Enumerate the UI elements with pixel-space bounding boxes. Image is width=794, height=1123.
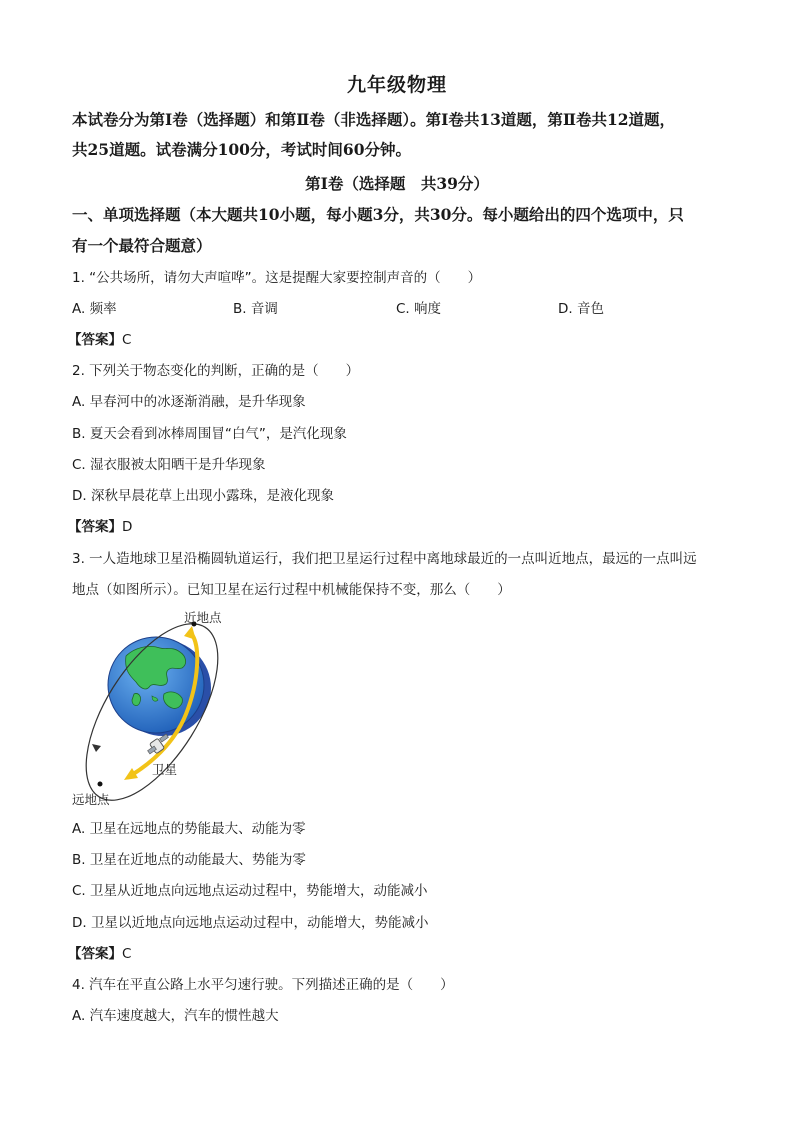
part-heading-line-1: 一、单项选择题（本大题共10小题，每小题3分，共30分。每小题给出的四个选项中，只 [72, 205, 684, 224]
question-1-answer [68, 328, 131, 348]
question-3-option-a: A. 卫星在远地点的势能最大、动能为零 [72, 821, 306, 837]
orbit-direction-arrow [92, 744, 101, 752]
intro-line-1: 本试卷分为第Ⅰ卷（选择题）和第Ⅱ卷（非选择题）。第Ⅰ卷共13道题，第Ⅱ卷共12道题， [72, 110, 676, 129]
question-3-option-b: B. 卫星在近地点的动能最大、势能为零 [72, 852, 306, 868]
question-1-stem: 1. “公共场所，请勿大声喧哗”。这是提醒大家要控制声音的（ ） [72, 270, 482, 286]
satellite-label: 卫星 [152, 762, 178, 777]
answer-value: C [122, 332, 132, 348]
section-title: 第Ⅰ卷（选择题 共39分） [305, 174, 489, 193]
question-1-option-d: D. 音色 [558, 301, 604, 317]
answer-value: C [122, 946, 132, 962]
question-1-option-a: A. 频率 [72, 301, 117, 317]
page-title: 九年级物理 [346, 74, 447, 96]
answer-tag: 【答案】 [68, 946, 122, 962]
question-2-stem: 2. 下列关于物态变化的判断，正确的是（ ） [72, 363, 360, 379]
part-heading-line-2: 有一个最符合题意） [72, 236, 212, 255]
question-3-answer [68, 942, 131, 962]
satellite-orbit-figure [68, 604, 248, 806]
answer-value: D [122, 519, 133, 535]
answer-tag: 【答案】 [68, 519, 122, 535]
arrow-head-top [184, 626, 196, 640]
question-4-stem: 4. 汽车在平直公路上水平匀速行驶。下列描述正确的是（ ） [72, 977, 454, 993]
satellite-icon [148, 734, 169, 754]
question-3-stem-line-2: 地点（如图所示）。已知卫星在运行过程中机械能保持不变，那么（ ） [72, 582, 511, 598]
apogee-label: 远地点 [72, 792, 110, 807]
question-2-answer [68, 515, 132, 535]
question-2-option-c: C. 湿衣服被太阳晒干是升华现象 [72, 457, 266, 473]
question-2-option-d: D. 深秋早晨花草上出现小露珠，是液化现象 [72, 488, 334, 504]
apogee-dot [98, 782, 103, 787]
island-landmass [132, 693, 141, 705]
question-4-option-a: A. 汽车速度越大，汽车的惯性越大 [72, 1008, 279, 1024]
question-3-option-c: C. 卫星从近地点向远地点运动过程中，势能增大，动能减小 [72, 883, 428, 899]
question-2-option-b: B. 夏天会看到冰棒周围冒“白气”，是汽化现象 [72, 426, 347, 442]
question-2-option-a: A. 早春河中的冰逐渐消融，是升华现象 [72, 394, 306, 410]
question-1-option-c: C. 响度 [396, 301, 442, 317]
question-3-option-d: D. 卫星以近地点向远地点运动过程中，动能增大，势能减小 [72, 915, 429, 931]
intro-line-2: 共25道题。试卷满分100分，考试时间60分钟。 [72, 140, 411, 159]
perigee-label: 近地点 [184, 610, 222, 625]
answer-tag: 【答案】 [68, 332, 122, 348]
question-1-option-b: B. 音调 [233, 301, 278, 317]
question-3-stem-line-1: 3. 一人造地球卫星沿椭圆轨道运行，我们把卫星运行过程中离地球最近的一点叫近地点，最远的一点叫远 [72, 551, 697, 567]
